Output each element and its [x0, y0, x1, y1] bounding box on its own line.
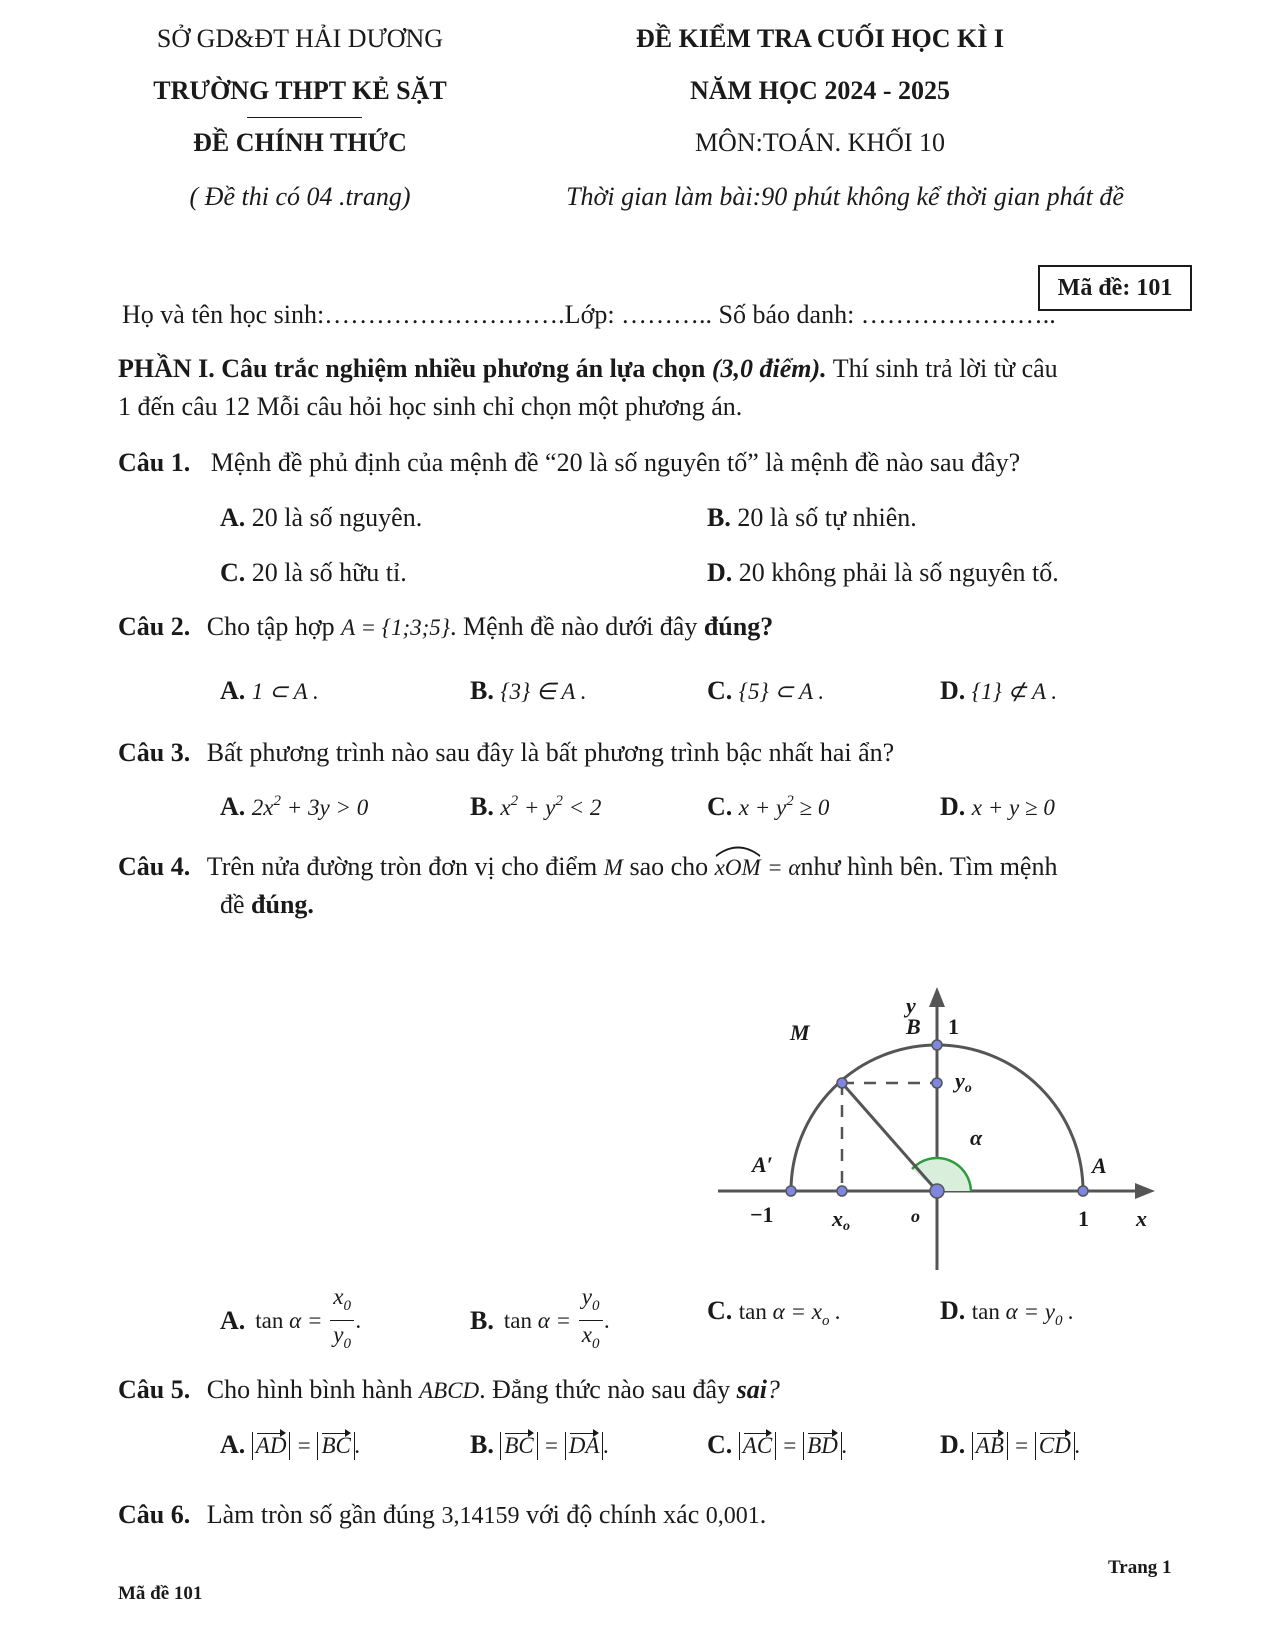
q3-option-c[interactable] [707, 792, 829, 822]
official-label: ĐỀ CHÍNH THỨC [193, 128, 407, 157]
option-math: $2x^2 + 3y > 0$ [251, 793, 369, 820]
option-letter: B. [470, 1305, 494, 1335]
question-6 [118, 1500, 766, 1530]
question-emphasis: đúng. [251, 890, 314, 919]
option-letter: A. [220, 1305, 246, 1335]
footer-exam-code: Mã đề 101 [118, 1583, 203, 1604]
part1-points: (3,0 điểm). [711, 354, 827, 383]
question-text: Làm tròn số gần đúng [206, 1500, 435, 1529]
exam-code-label: Mã đề: 101 [1057, 275, 1173, 301]
department-name: SỞ GD&ĐT HẢI DƯƠNG [156, 24, 444, 53]
option-letter: C. [707, 676, 733, 705]
question-text: Cho hình bình hành [206, 1375, 413, 1404]
option-letter: C. [220, 558, 246, 587]
question-label: Câu 2. [118, 612, 191, 641]
option-math: tan α = $\frac{y_0}{x_0}$ . [503, 1284, 611, 1352]
question-label: Câu 3. [118, 738, 191, 767]
question-label: Câu 1. [118, 448, 191, 477]
question-text-mid: với độ chính xác [525, 1500, 700, 1529]
option-letter: B. [470, 676, 494, 705]
question-text-after: . Mệnh đề nào dưới đây [449, 612, 698, 641]
label-one-right: 1 [1078, 1206, 1089, 1231]
q2-option-d[interactable] [940, 676, 1057, 706]
question-4 [118, 852, 1057, 882]
option-text: 20 là số tự nhiên. [737, 503, 917, 532]
q4-option-c[interactable] [707, 1296, 841, 1330]
option-math: {5} ⊂ A . [738, 679, 825, 704]
question-3 [118, 738, 894, 768]
label-origin: o [911, 1206, 920, 1226]
option-math: $\tan \alpha = x_o$ . [738, 1299, 841, 1329]
question-text-after: như hình bên. Tìm mệnh [800, 852, 1058, 881]
x-axis-arrow [1135, 1183, 1155, 1199]
student-info-line: Họ và tên học sinh:……………………….Lớp: ……….. Số báo danh: ………………….. [122, 300, 1056, 329]
option-math: x + y ≥ 0 [971, 795, 1055, 820]
option-math: 1 ⊂ A . [251, 679, 319, 704]
question-4-line2 [220, 890, 314, 920]
point-y0 [932, 1078, 942, 1088]
approx-number: 3,14159 [441, 1503, 520, 1529]
point-m: M [603, 855, 623, 880]
precision-value: 0,001 [705, 1503, 760, 1529]
subject-line: MÔN:TOÁN. KHỐI 10 [694, 128, 946, 157]
q5-option-c[interactable] [707, 1430, 848, 1460]
option-math: AB = CD . [972, 1433, 1081, 1458]
option-math: $x^2 + y^2 < 2$ [500, 793, 602, 820]
point-b [932, 1040, 942, 1050]
option-text: 20 là số nguyên. [251, 503, 423, 532]
question-mark: ? [766, 1375, 780, 1404]
question-label: Câu 6. [118, 1500, 191, 1529]
question-text: đề [220, 890, 245, 919]
label-x0: xo [832, 1206, 850, 1234]
point-x0 [837, 1186, 847, 1196]
q1-option-d[interactable] [707, 558, 1059, 588]
option-math: AD = BC . [252, 1433, 361, 1458]
option-text: 20 không phải là số nguyên tố. [738, 558, 1059, 587]
angle-eq: = α [767, 855, 801, 880]
q5-option-b[interactable] [470, 1430, 609, 1460]
q1-option-a[interactable] [220, 503, 422, 533]
option-math: tan α = $\frac{x_0}{y_0}$ . [255, 1284, 362, 1352]
radius-om [842, 1083, 937, 1191]
question-text-mid: sao cho [629, 852, 709, 881]
q4-option-d[interactable] [940, 1296, 1074, 1330]
point-origin [930, 1184, 944, 1198]
q3-option-d[interactable] [940, 792, 1055, 822]
school-year: NĂM HỌC 2024 - 2025 [690, 76, 950, 105]
option-letter: D. [940, 676, 966, 705]
school-name: TRƯỜNG THPT KẺ SẶT [153, 76, 447, 105]
option-math: $\tan \alpha = y_0$ . [971, 1299, 1074, 1329]
shape-name: ABCD [419, 1378, 480, 1403]
label-alpha: α [970, 1125, 983, 1150]
option-letter: D. [940, 1430, 966, 1459]
question-text-after: . Đẳng thức nào sau đây [479, 1375, 731, 1404]
q3-option-b[interactable] [470, 792, 601, 822]
part1-instruction-1: Thí sinh trả lời từ câu [832, 354, 1058, 383]
option-math: $x + y^2 \ge 0$ [738, 793, 830, 820]
option-letter: A. [220, 792, 246, 821]
option-text: 20 là số hữu tỉ. [251, 558, 407, 587]
q2-option-c[interactable] [707, 676, 824, 706]
q2-option-a[interactable] [220, 676, 319, 706]
option-math: {3} ∈ A . [500, 679, 587, 704]
q1-option-c[interactable] [220, 558, 407, 588]
part1-instruction-2: 1 đến câu 12 Mỗi câu hỏi học sinh chỉ chọn một phương án. [118, 392, 743, 421]
option-letter: A. [220, 503, 246, 532]
option-letter: D. [707, 558, 733, 587]
option-letter: B. [707, 503, 731, 532]
duration-line: Thời gian làm bài:90 phút không kể thời gian phát đề [566, 182, 1124, 211]
option-math: BC = DA . [500, 1433, 609, 1458]
question-emphasis: sai [736, 1375, 767, 1404]
question-5 [118, 1375, 780, 1405]
label-x: x [1136, 1206, 1147, 1231]
pages-note: ( Đề thi có 04 .trang) [189, 182, 411, 211]
question-text: Mệnh đề phủ định của mệnh đề “20 là số nguyên tố” là mệnh đề nào sau đây? [210, 448, 1021, 477]
label-a-prime: A′ [752, 1152, 773, 1177]
q2-option-b[interactable] [470, 676, 587, 706]
point-m [837, 1078, 847, 1088]
option-letter: D. [940, 792, 966, 821]
q5-option-d[interactable] [940, 1430, 1081, 1460]
option-letter: C. [707, 1296, 733, 1325]
label-one-top: 1 [948, 1014, 959, 1039]
question-label: Câu 4. [118, 852, 191, 881]
part1-heading [118, 354, 1058, 384]
label-minus-one: −1 [750, 1202, 774, 1227]
q4-option-a[interactable] [220, 1283, 362, 1358]
label-b: B [906, 1014, 921, 1039]
label-y0: yo [955, 1068, 972, 1096]
question-2 [118, 612, 773, 642]
period: . [759, 1500, 767, 1529]
option-letter: C. [707, 1430, 733, 1459]
label-m: M [790, 1020, 810, 1045]
angle-xom [715, 855, 761, 881]
option-math: AC = BD . [739, 1433, 848, 1458]
question-text: Cho tập hợp [206, 612, 335, 641]
option-letter: B. [470, 792, 494, 821]
q1-option-b[interactable] [707, 503, 917, 533]
question-text: Bất phương trình nào sau đây là bất phương trình bậc nhất hai ẩn? [206, 738, 895, 767]
option-letter: A. [220, 1430, 246, 1459]
school-underline [247, 117, 362, 118]
exam-code-box [1038, 265, 1192, 311]
option-letter: D. [940, 1296, 966, 1325]
angle-name: xOM [714, 855, 761, 880]
q3-option-a[interactable] [220, 792, 368, 822]
unit-semicircle-figure [700, 975, 1160, 1275]
q4-option-b[interactable] [470, 1283, 610, 1358]
point-a [1078, 1186, 1088, 1196]
page-number: Trang 1 [1108, 1557, 1172, 1578]
option-letter: C. [707, 792, 733, 821]
q5-option-a[interactable] [220, 1430, 361, 1460]
option-letter: A. [220, 676, 246, 705]
option-math: {1} ⊄ A . [971, 679, 1058, 704]
question-text: Trên nửa đường tròn đơn vị cho điểm [206, 852, 598, 881]
exam-title: ĐỀ KIỂM TRA CUỐI HỌC KÌ I [636, 24, 1004, 53]
question-1 [118, 448, 1020, 478]
label-a: A [1092, 1153, 1107, 1178]
point-a-prime [786, 1186, 796, 1196]
label-y: y [906, 993, 916, 1018]
part1-title: PHẦN I. Câu trắc nghiệm nhiều phương án lựa chọn [118, 354, 706, 383]
question-label: Câu 5. [118, 1375, 191, 1404]
y-axis-arrow [929, 987, 945, 1007]
set-expression: A = {1;3;5} [341, 615, 450, 640]
question-emphasis: đúng? [703, 612, 774, 641]
option-letter: B. [470, 1430, 494, 1459]
